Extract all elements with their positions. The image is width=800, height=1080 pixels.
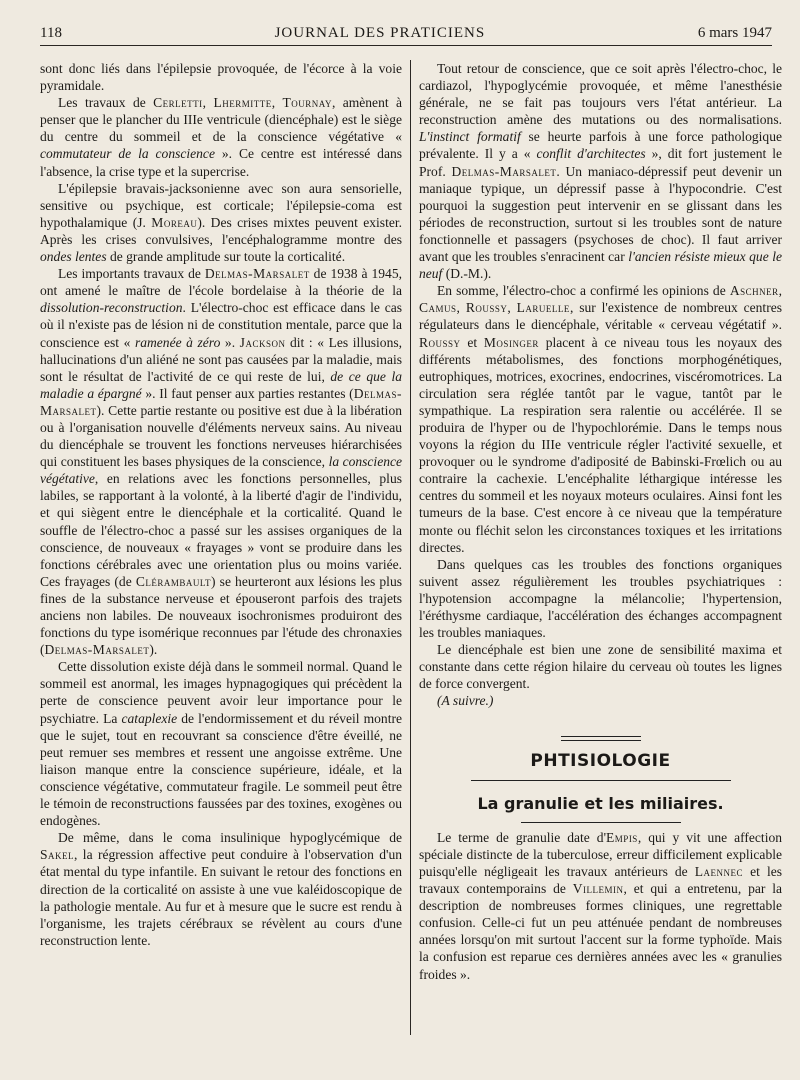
paragraph: Dans quelques cas les troubles des fonctions organiques suivent assez régulièrement les troubles psychiatriques : l'hypotension accompagne la mélancolie; l'hypertension, l'éréthysme cardiaque, l'accélération des échanges accompagnent les troubles maniaques. <box>419 556 782 641</box>
section-heading: PHTISIOLOGIE <box>530 750 671 771</box>
author-name: Moreau <box>151 214 198 230</box>
decorative-rule <box>561 736 641 741</box>
right-column <box>419 60 782 983</box>
page-number: 118 <box>40 25 62 41</box>
author-name: Empis <box>606 829 638 845</box>
to-be-continued: (A suivre.) <box>437 693 494 709</box>
journal-title: JOURNAL DES PRATICIENS <box>274 25 486 41</box>
author-name: Clérambault <box>135 573 212 589</box>
paragraph: En somme, l'électro-choc a confirmé les opinions de Aschner, Camus, Roussy, Laruelle, sur l'existence de nombreux centres régulateurs dans le diencéphale, véritable « cerveau végétatif ». Roussy et Mosinger placent à ce niveau tous les noyaux des différents métabolismes, des fonctions morphogénétiques, eutrophiques, motrices, exocrines, endocrines, viscéromotrices. La circulation sera réglée tantôt par le vague, tantôt par le sympathique. La respiration sera ralentie ou accélérée. Il se produira de l'hyper ou de l'hypochlorémie. Dans le temps nous voyons la région du IIIe ventricule régler l'activité sexuelle, et provoquer ou le syndrome d'adiposité de Babinski-Frœlich ou au contraire la cachexie. L'encéphalite léthargique intéresse les centres du sommeil et les noyaux moteurs oculaires. Ainsi font les tumeurs de la base. C'est encore à ce niveau que la température monte ou fléchit selon les circonstances toxiques et les irritations directes. <box>419 283 782 555</box>
author-name: Delmas-Marsalet <box>40 385 402 418</box>
author-name: Jackson <box>239 334 286 350</box>
author-name: Villemin <box>572 881 624 897</box>
left-column <box>40 60 402 949</box>
author-name: Mosinger <box>483 334 539 350</box>
author-name: Delmas-Marsalet <box>204 266 310 282</box>
author-name: Aschner <box>729 283 779 299</box>
author-name: Sakel <box>40 847 75 863</box>
author-name: Delmas-Marsalet <box>44 642 150 658</box>
paragraph: Le terme de granulie date d'Empis, qui y vit une affection spéciale distincte de la tuberculose, erreur difficilement explicable puisqu'elle négligeait les travaux antérieurs de Laennec et les travaux contemporains de Villemin, et qui a entretenu, par la description de nombreuses formes cliniques, une regrettable confusion. Celle-ci fut un peu atténuée pendant de nombreuses années lorsqu'on mit surtout l'accent sur la forme typhoïde. Mais la confusion est reparue ces dernières années avec les « granulies froides ». <box>419 829 782 982</box>
paragraph: Tout retour de conscience, que ce soit après l'électro-choc, le cardiazol, l'hypoglycémie provoquée, et même l'anesthésie générale, ne se fait pas toujours vers l'état antérieur. La reconstruction amène des mutations ou des normalisations. L'instinct formatif se heurte parfois à une force pathologique prévalente. Il y a « conflit d'architectes », dit fort justement le Prof. Delmas-Marsalet. Un maniaco-dépressif peut devenir un maniaque typique, un dépressif passe à l'hypocondrie. C'est pourquoi la suggestion peut intervenir en se glissant dans les périodes de reconstruction, surtout si les troubles sont de nature fonctionnelle et passagers (psychoses de choc). Il faut arriver avant que les troubles s'enracinent car l'ancien résiste mieux que le neuf (D.-M.). <box>419 61 782 282</box>
author-name: Tournay <box>282 95 332 111</box>
author-name: Lhermitte <box>213 95 272 111</box>
author-name: Cerletti <box>153 95 203 111</box>
section-rule <box>471 780 731 781</box>
article-title-rule <box>521 822 681 823</box>
author-name: Camus <box>419 300 457 316</box>
author-name: Roussy <box>419 334 461 350</box>
paragraph: Cette dissolution existe déjà dans le sommeil normal. Quand le sommeil est anormal, les images hypnagogiques qui précèdent la perte de conscience peuvent avoir leur importance pour le psychiatre. La cataplexie de l'endormissement et du réveil montre que le sujet, tout en recouvrant sa conscience d'être éveillé, ne peut remuer ses membres et ressent une angoisse extrême. Une liaison manque entre la conscience supérieure, idéale, et la conscience végétative, commutateur fragile. Le sommeil peut être le témoin de reconstructions faussées par des toxines, exogènes ou endogènes. <box>40 659 402 829</box>
paragraph: De même, dans le coma insulinique hypoglycémique de Sakel, la régression affective peut conduire à l'observation d'un état mental du type infantile. En suivant le retour des fonctions en direction de la corticalité on assiste à une vue kaléidoscopique de la pathologie mentale. Au fur et à mesure que le sucre est rendu à l'organisme, les trajets cérébraux se révèlent au cours d'une reconstruction lente. <box>40 830 402 948</box>
issue-date: 6 mars 1947 <box>697 25 772 41</box>
column-divider <box>410 60 411 1035</box>
article-title: La granulie et les miliaires. <box>477 793 724 813</box>
author-name: Roussy <box>465 300 508 316</box>
author-name: Laennec <box>694 863 744 879</box>
paragraph: L'épilepsie bravais-jacksonienne avec son aura sensorielle, sensitive ou psychique, est corticale; l'épilepsie-coma est hypothalamique (J. Moreau). Des crises mixtes peuvent exister. Après les crises convulsives, l'encéphalogramme montre des ondes lentes de grande amplitude sur toute la corticalité. <box>40 180 402 265</box>
paragraph: Les importants travaux de Delmas-Marsalet de 1938 à 1945, ont amené le maître de l'école bordelaise à la théorie de la dissolution-reconstruction. L'électro-choc est efficace dans le cas où il n'existe pas de lésion ni de constitution mentale, parce que la conscience est « ramenée à zéro ». Jackson dit : « Les illusions, hallucinations d'un aliéné ne sont pas causées par la maladie, mais sont le résultat de l'activité de ce qui reste de lui, de ce que la maladie a épargné ». Il faut penser aux parties restantes (Delmas-Marsalet). Cette partie restante ou positive est due à la libération ou à l'organisation nouvelle d'éléments nerveux sains. Au niveau du diencéphale se trouvent les fonctions nerveuses hiérarchisées qui constituent les bases physiques de la conscience, la conscience végétative, en relations avec les fonctions personnelles, plus labiles, se rapportant à la volonté, à la liberté d'agir de l'individu, et qui siègent entre le diencéphale et la corticalité. Quand le souffle de l'électro-choc a passé sur les assises organiques de la conscience, de nouveaux « frayages » vont se produire dans les fonctions cérébrales avec une orientation plus ou moins variée. Ces frayages (de Clérambault) se heurteront aux lésions les plus fines de la substance nerveuse et épouseront parfois des trajets anciens non labiles. De nouveaux isochronismes produiront des fonctions du type isomérique reconnues par l'étude des chronaxies (Delmas-Marsalet). <box>40 266 403 658</box>
author-name: Delmas-Marsalet <box>451 163 557 179</box>
author-name: Laruelle <box>516 300 570 316</box>
paragraph: Les travaux de Cerletti, Lhermitte, Tournay, amènent à penser que le plancher du IIIe ventricule (diencéphale) est le siège du centre du sommeil et de la conscience végétative « commutateur de la conscience ». Ce centre est intéressé dans l'absence, la crise type et la supercrise. <box>40 95 403 179</box>
running-header <box>40 16 772 46</box>
paragraph: sont donc liés dans l'épilepsie provoquée, de l'écorce à la voie pyramidale. <box>40 61 402 94</box>
paragraph: Le diencéphale est bien une zone de sensibilité maxima et constante dans cette région hilaire du cerveau où toutes les lignes de force convergent. <box>419 642 782 692</box>
